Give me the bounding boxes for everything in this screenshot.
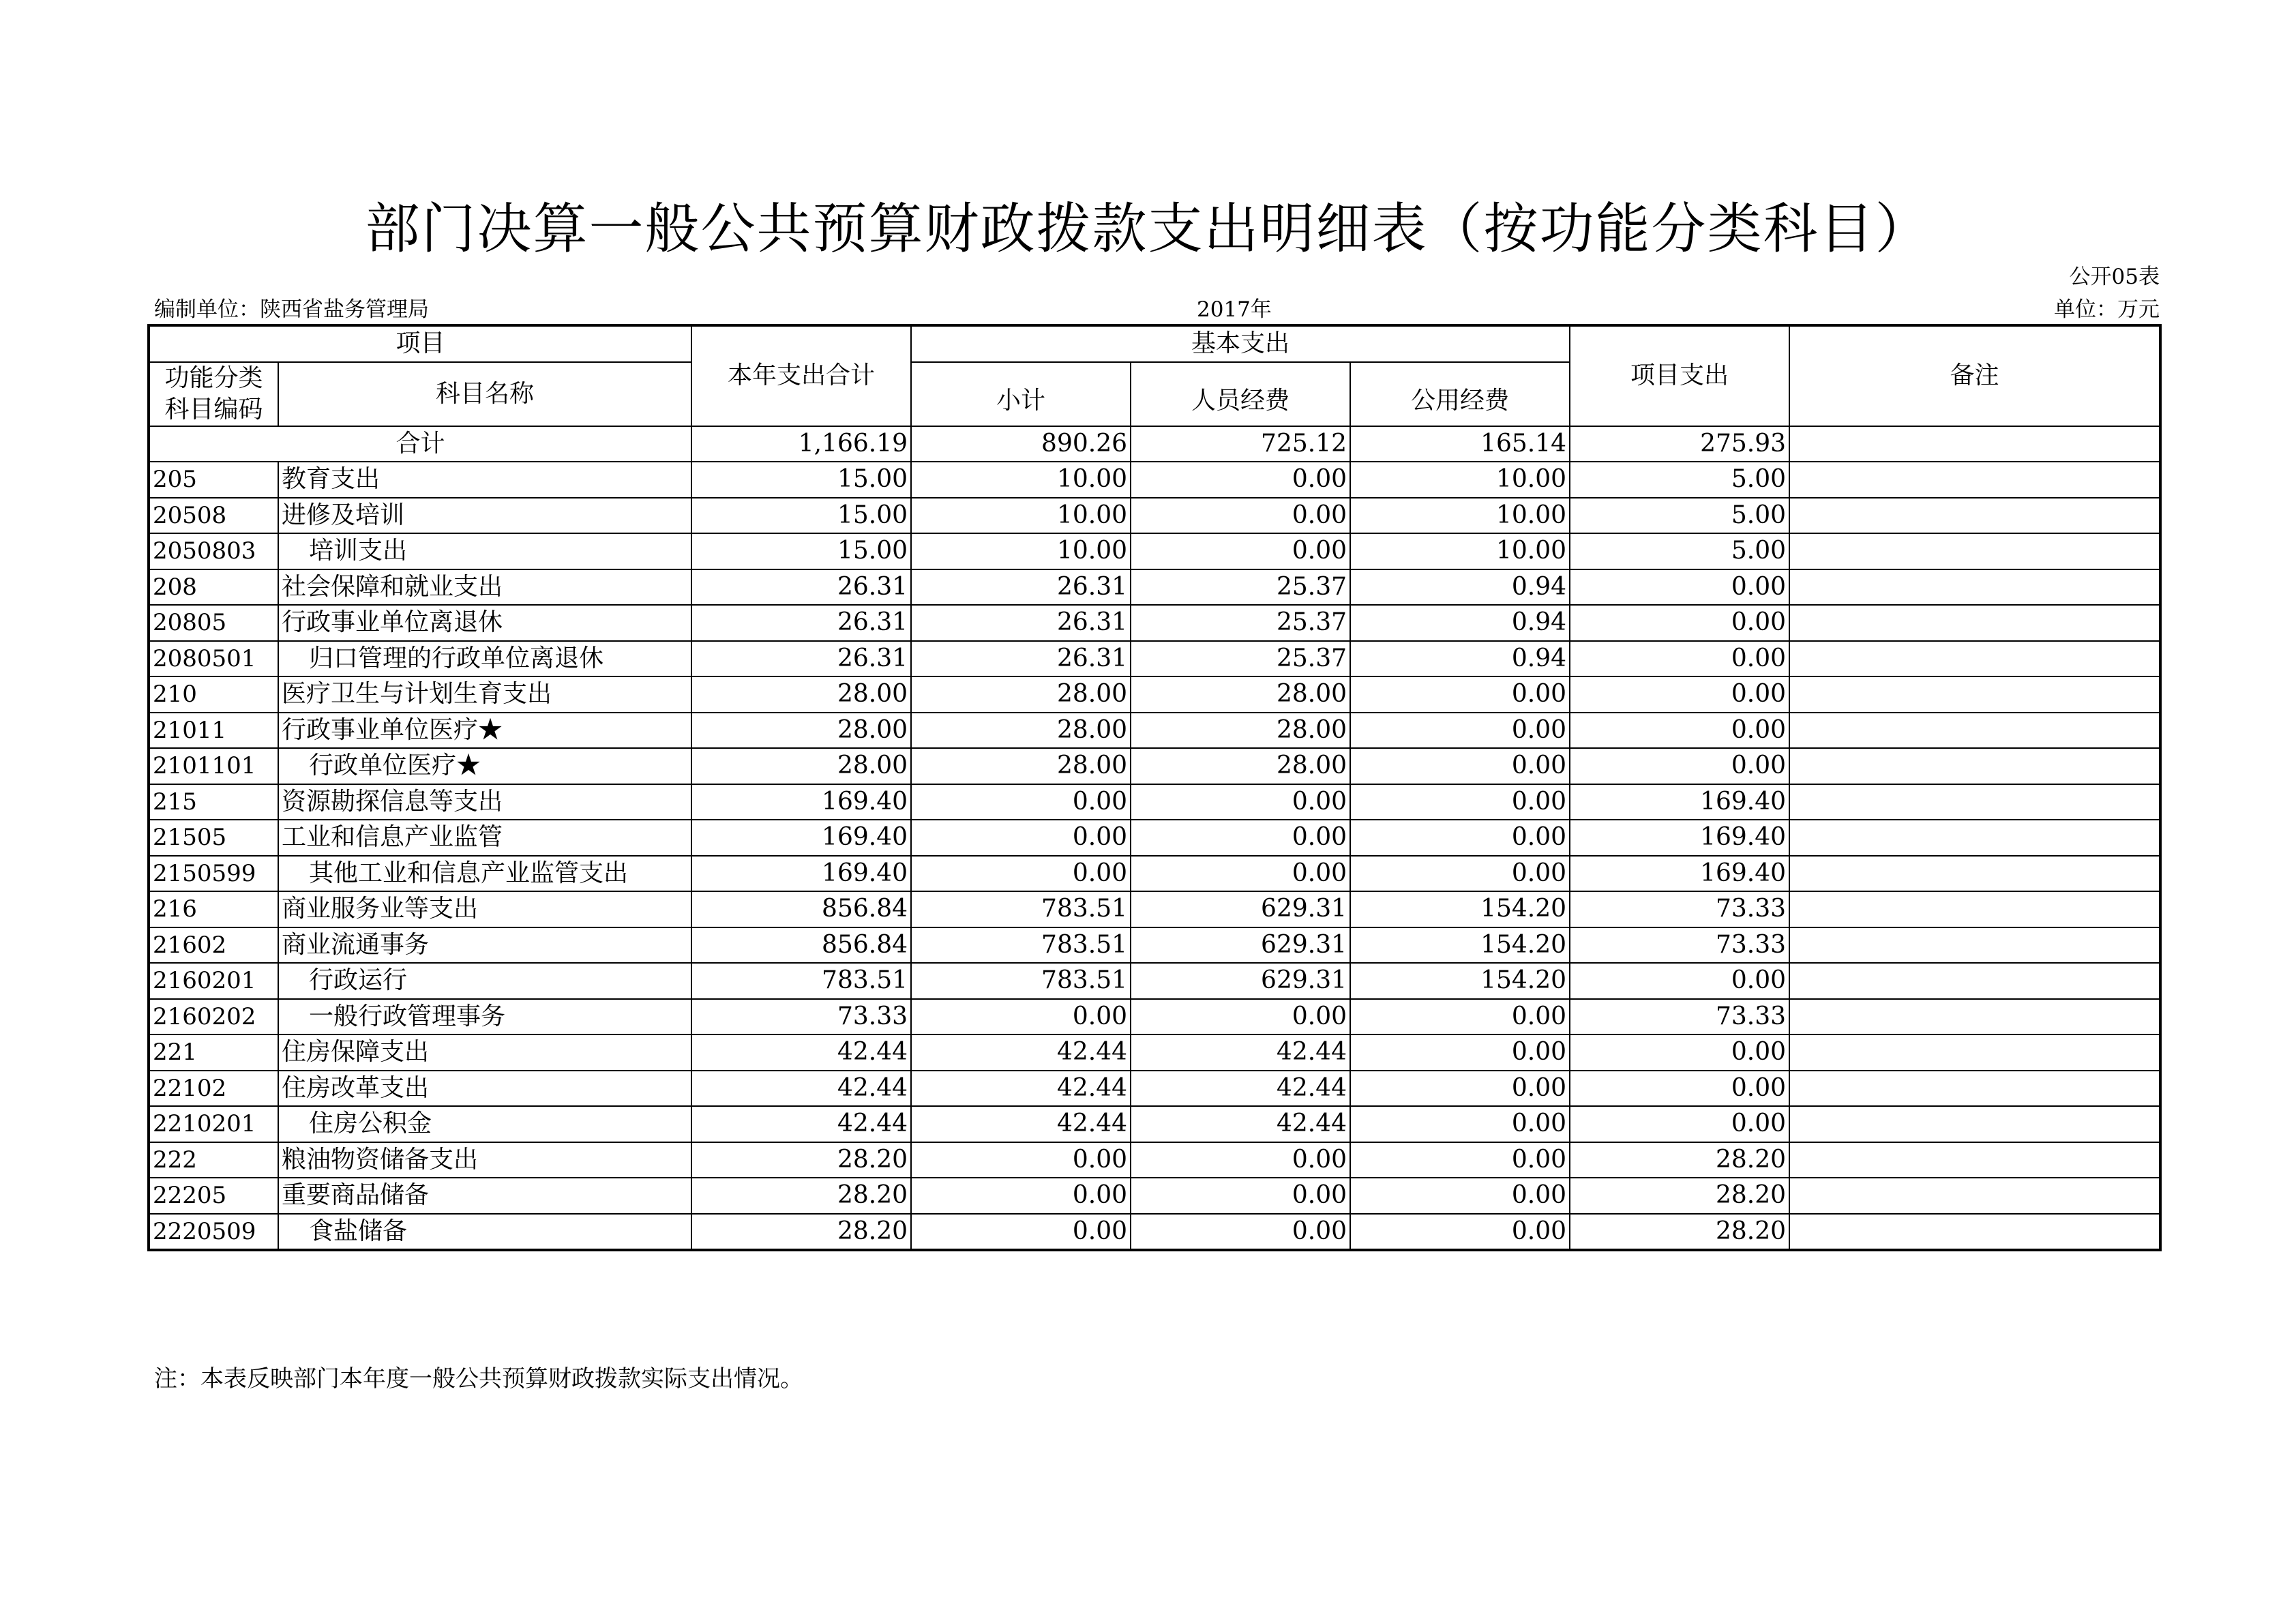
table-row xyxy=(149,963,2160,999)
table-row xyxy=(149,927,2160,964)
cell-remark xyxy=(1789,1106,2160,1142)
cell-personnel: 629.31 xyxy=(1131,963,1350,999)
cell-personnel: 0.00 xyxy=(1131,533,1350,569)
cell-total: 169.40 xyxy=(691,820,911,856)
cell-project: 0.00 xyxy=(1570,963,1789,999)
cell-code: 22102 xyxy=(149,1071,278,1107)
cell-code: 2150599 xyxy=(149,856,278,892)
cell-subtotal: 783.51 xyxy=(911,927,1131,964)
cell-name: 其他工业和信息产业监管支出 xyxy=(278,856,691,892)
cell-code: 2160201 xyxy=(149,963,278,999)
cell-code: 210 xyxy=(149,676,278,713)
cell-project: 169.40 xyxy=(1570,784,1789,820)
table-row xyxy=(149,1178,2160,1214)
cell-total: 28.00 xyxy=(691,713,911,749)
cell-code: 216 xyxy=(149,891,278,927)
total-project: 275.93 xyxy=(1570,426,1789,462)
cell-name: 进修及培训 xyxy=(278,498,691,534)
cell-project: 0.00 xyxy=(1570,1034,1789,1071)
cell-personnel: 0.00 xyxy=(1131,1178,1350,1214)
total-remark xyxy=(1789,426,2160,462)
cell-total: 42.44 xyxy=(691,1106,911,1142)
cell-code: 21602 xyxy=(149,927,278,964)
cell-subtotal: 28.00 xyxy=(911,748,1131,784)
cell-public: 154.20 xyxy=(1350,963,1570,999)
cell-code: 208 xyxy=(149,569,278,606)
cell-public: 10.00 xyxy=(1350,533,1570,569)
cell-public: 0.00 xyxy=(1350,820,1570,856)
cell-personnel: 629.31 xyxy=(1131,927,1350,964)
cell-personnel: 0.00 xyxy=(1131,856,1350,892)
reporting-unit: 编制单位：陕西省盐务管理局 xyxy=(154,297,429,322)
cell-personnel: 42.44 xyxy=(1131,1071,1350,1107)
cell-subtotal: 26.31 xyxy=(911,605,1131,641)
cell-project: 169.40 xyxy=(1570,856,1789,892)
cell-personnel: 28.00 xyxy=(1131,748,1350,784)
cell-name: 社会保障和就业支出 xyxy=(278,569,691,606)
cell-total: 856.84 xyxy=(691,927,911,964)
cell-subtotal: 42.44 xyxy=(911,1071,1131,1107)
cell-total: 15.00 xyxy=(691,533,911,569)
total-personnel: 725.12 xyxy=(1131,426,1350,462)
cell-remark xyxy=(1789,927,2160,964)
cell-remark xyxy=(1789,1034,2160,1071)
cell-remark xyxy=(1789,891,2160,927)
cell-public: 0.00 xyxy=(1350,1214,1570,1251)
cell-name: 行政事业单位离退休 xyxy=(278,605,691,641)
cell-remark xyxy=(1789,533,2160,569)
table-row xyxy=(149,748,2160,784)
table-row xyxy=(149,1071,2160,1107)
cell-remark xyxy=(1789,462,2160,498)
cell-name: 教育支出 xyxy=(278,462,691,498)
cell-name: 住房保障支出 xyxy=(278,1034,691,1071)
cell-name: 商业服务业等支出 xyxy=(278,891,691,927)
cell-total: 28.00 xyxy=(691,748,911,784)
cell-remark xyxy=(1789,1214,2160,1251)
cell-code: 22205 xyxy=(149,1178,278,1214)
total-public: 165.14 xyxy=(1350,426,1570,462)
cell-public: 0.00 xyxy=(1350,1106,1570,1142)
cell-project: 73.33 xyxy=(1570,999,1789,1035)
cell-remark xyxy=(1789,676,2160,713)
cell-remark xyxy=(1789,1071,2160,1107)
cell-name: 重要商品储备 xyxy=(278,1178,691,1214)
cell-total: 856.84 xyxy=(691,891,911,927)
cell-name: 工业和信息产业监管 xyxy=(278,820,691,856)
cell-subtotal: 0.00 xyxy=(911,999,1131,1035)
cell-subtotal: 26.31 xyxy=(911,641,1131,677)
cell-code: 20805 xyxy=(149,605,278,641)
cell-total: 28.20 xyxy=(691,1214,911,1251)
cell-code: 2220509 xyxy=(149,1214,278,1251)
cell-name: 住房改革支出 xyxy=(278,1071,691,1107)
cell-project: 0.00 xyxy=(1570,569,1789,606)
cell-remark xyxy=(1789,748,2160,784)
cell-personnel: 629.31 xyxy=(1131,891,1350,927)
cell-total: 169.40 xyxy=(691,856,911,892)
cell-remark xyxy=(1789,963,2160,999)
table-row xyxy=(149,676,2160,713)
cell-personnel: 42.44 xyxy=(1131,1034,1350,1071)
cell-name: 行政事业单位医疗★ xyxy=(278,713,691,749)
cell-subtotal: 28.00 xyxy=(911,676,1131,713)
cell-personnel: 25.37 xyxy=(1131,569,1350,606)
cell-remark xyxy=(1789,569,2160,606)
cell-personnel: 0.00 xyxy=(1131,1214,1350,1251)
header-project: 项目支出 xyxy=(1570,325,1789,426)
cell-total: 28.20 xyxy=(691,1178,911,1214)
cell-project: 5.00 xyxy=(1570,533,1789,569)
cell-project: 73.33 xyxy=(1570,927,1789,964)
cell-public: 0.00 xyxy=(1350,1071,1570,1107)
cell-name: 商业流通事务 xyxy=(278,927,691,964)
cell-name: 归口管理的行政单位离退休 xyxy=(278,641,691,677)
cell-code: 2050803 xyxy=(149,533,278,569)
cell-total: 26.31 xyxy=(691,605,911,641)
cell-remark xyxy=(1789,605,2160,641)
cell-subtotal: 0.00 xyxy=(911,1142,1131,1178)
cell-personnel: 25.37 xyxy=(1131,605,1350,641)
cell-public: 0.00 xyxy=(1350,676,1570,713)
header-subtotal: 小计 xyxy=(911,362,1131,426)
cell-personnel: 28.00 xyxy=(1131,713,1350,749)
table-row xyxy=(149,1034,2160,1071)
table-row xyxy=(149,784,2160,820)
cell-public: 0.00 xyxy=(1350,784,1570,820)
cell-subtotal: 42.44 xyxy=(911,1106,1131,1142)
cell-name: 住房公积金 xyxy=(278,1106,691,1142)
header-public: 公用经费 xyxy=(1350,362,1570,426)
cell-project: 28.20 xyxy=(1570,1178,1789,1214)
table-row xyxy=(149,1106,2160,1142)
table-row xyxy=(149,1142,2160,1178)
cell-personnel: 0.00 xyxy=(1131,999,1350,1035)
cell-code: 21505 xyxy=(149,820,278,856)
cell-code: 205 xyxy=(149,462,278,498)
cell-name: 食盐储备 xyxy=(278,1214,691,1251)
cell-public: 0.00 xyxy=(1350,999,1570,1035)
cell-personnel: 0.00 xyxy=(1131,1142,1350,1178)
cell-code: 2160202 xyxy=(149,999,278,1035)
cell-subtotal: 28.00 xyxy=(911,713,1131,749)
cell-name: 培训支出 xyxy=(278,533,691,569)
cell-personnel: 0.00 xyxy=(1131,498,1350,534)
page-title: 部门决算一般公共预算财政拨款支出明细表（按功能分类科目） xyxy=(365,197,1931,260)
cell-public: 0.94 xyxy=(1350,569,1570,606)
cell-public: 10.00 xyxy=(1350,462,1570,498)
table-row xyxy=(149,1214,2160,1251)
cell-public: 0.00 xyxy=(1350,1178,1570,1214)
cell-code: 222 xyxy=(149,1142,278,1178)
cell-remark xyxy=(1789,1178,2160,1214)
total-label: 合计 xyxy=(149,426,691,462)
cell-project: 0.00 xyxy=(1570,1106,1789,1142)
cell-personnel: 28.00 xyxy=(1131,676,1350,713)
cell-personnel: 0.00 xyxy=(1131,820,1350,856)
header-code: 功能分类科目编码 xyxy=(149,362,278,426)
table-row xyxy=(149,820,2160,856)
cell-public: 0.00 xyxy=(1350,1142,1570,1178)
cell-code: 2080501 xyxy=(149,641,278,677)
cell-total: 42.44 xyxy=(691,1071,911,1107)
cell-total: 42.44 xyxy=(691,1034,911,1071)
table-row xyxy=(149,891,2160,927)
cell-name: 医疗卫生与计划生育支出 xyxy=(278,676,691,713)
cell-total: 15.00 xyxy=(691,462,911,498)
cell-personnel: 0.00 xyxy=(1131,462,1350,498)
total-total: 1,166.19 xyxy=(691,426,911,462)
header-item: 项目 xyxy=(149,325,691,362)
cell-subtotal: 783.51 xyxy=(911,963,1131,999)
header-personnel: 人员经费 xyxy=(1131,362,1350,426)
cell-remark xyxy=(1789,713,2160,749)
table-row xyxy=(149,533,2160,569)
cell-project: 0.00 xyxy=(1570,605,1789,641)
cell-project: 28.20 xyxy=(1570,1214,1789,1251)
cell-project: 169.40 xyxy=(1570,820,1789,856)
cell-remark xyxy=(1789,1142,2160,1178)
cell-subtotal: 10.00 xyxy=(911,462,1131,498)
header-name: 科目名称 xyxy=(278,362,691,426)
cell-subtotal: 783.51 xyxy=(911,891,1131,927)
cell-project: 0.00 xyxy=(1570,676,1789,713)
table-row xyxy=(149,641,2160,677)
table-row xyxy=(149,462,2160,498)
header-remark: 备注 xyxy=(1789,325,2160,426)
cell-remark xyxy=(1789,784,2160,820)
cell-total: 169.40 xyxy=(691,784,911,820)
cell-project: 0.00 xyxy=(1570,713,1789,749)
cell-subtotal: 0.00 xyxy=(911,856,1131,892)
cell-project: 0.00 xyxy=(1570,748,1789,784)
cell-public: 154.20 xyxy=(1350,927,1570,964)
cell-total: 73.33 xyxy=(691,999,911,1035)
cell-subtotal: 10.00 xyxy=(911,498,1131,534)
cell-code: 2101101 xyxy=(149,748,278,784)
cell-subtotal: 0.00 xyxy=(911,820,1131,856)
cell-subtotal: 10.00 xyxy=(911,533,1131,569)
total-row xyxy=(149,426,2160,462)
cell-total: 26.31 xyxy=(691,641,911,677)
cell-name: 行政单位医疗★ xyxy=(278,748,691,784)
expenditure-table xyxy=(147,324,2162,1251)
cell-code: 215 xyxy=(149,784,278,820)
cell-public: 0.94 xyxy=(1350,605,1570,641)
table-row xyxy=(149,498,2160,534)
cell-subtotal: 0.00 xyxy=(911,1178,1131,1214)
table-row xyxy=(149,999,2160,1035)
table-row xyxy=(149,605,2160,641)
cell-public: 0.00 xyxy=(1350,748,1570,784)
cell-code: 20508 xyxy=(149,498,278,534)
cell-subtotal: 0.00 xyxy=(911,784,1131,820)
cell-code: 221 xyxy=(149,1034,278,1071)
footnote: 注：本表反映部门本年度一般公共预算财政拨款实际支出情况。 xyxy=(154,1365,803,1393)
cell-personnel: 42.44 xyxy=(1131,1106,1350,1142)
cell-project: 5.00 xyxy=(1570,498,1789,534)
cell-remark xyxy=(1789,498,2160,534)
report-year: 2017年 xyxy=(1197,297,1272,322)
cell-total: 783.51 xyxy=(691,963,911,999)
cell-total: 28.00 xyxy=(691,676,911,713)
cell-public: 0.00 xyxy=(1350,856,1570,892)
cell-public: 0.94 xyxy=(1350,641,1570,677)
cell-project: 0.00 xyxy=(1570,641,1789,677)
cell-name: 资源勘探信息等支出 xyxy=(278,784,691,820)
cell-project: 28.20 xyxy=(1570,1142,1789,1178)
cell-name: 一般行政管理事务 xyxy=(278,999,691,1035)
cell-subtotal: 0.00 xyxy=(911,1214,1131,1251)
cell-code: 21011 xyxy=(149,713,278,749)
total-subtotal: 890.26 xyxy=(911,426,1131,462)
cell-public: 0.00 xyxy=(1350,1034,1570,1071)
cell-name: 行政运行 xyxy=(278,963,691,999)
cell-public: 10.00 xyxy=(1350,498,1570,534)
header-row-1 xyxy=(149,325,2160,362)
cell-public: 154.20 xyxy=(1350,891,1570,927)
cell-total: 26.31 xyxy=(691,569,911,606)
cell-remark xyxy=(1789,641,2160,677)
header-basic: 基本支出 xyxy=(911,325,1570,362)
table-row xyxy=(149,569,2160,606)
cell-code: 2210201 xyxy=(149,1106,278,1142)
cell-remark xyxy=(1789,820,2160,856)
form-code: 公开05表 xyxy=(2069,265,2160,289)
cell-remark xyxy=(1789,856,2160,892)
cell-project: 5.00 xyxy=(1570,462,1789,498)
cell-total: 15.00 xyxy=(691,498,911,534)
cell-subtotal: 26.31 xyxy=(911,569,1131,606)
header-total: 本年支出合计 xyxy=(691,325,911,426)
currency-unit: 单位：万元 xyxy=(2054,297,2160,322)
cell-name: 粮油物资储备支出 xyxy=(278,1142,691,1178)
cell-subtotal: 42.44 xyxy=(911,1034,1131,1071)
cell-project: 0.00 xyxy=(1570,1071,1789,1107)
cell-project: 73.33 xyxy=(1570,891,1789,927)
cell-personnel: 0.00 xyxy=(1131,784,1350,820)
table-row xyxy=(149,856,2160,892)
cell-public: 0.00 xyxy=(1350,713,1570,749)
table-row xyxy=(149,713,2160,749)
cell-total: 28.20 xyxy=(691,1142,911,1178)
cell-remark xyxy=(1789,999,2160,1035)
cell-personnel: 25.37 xyxy=(1131,641,1350,677)
